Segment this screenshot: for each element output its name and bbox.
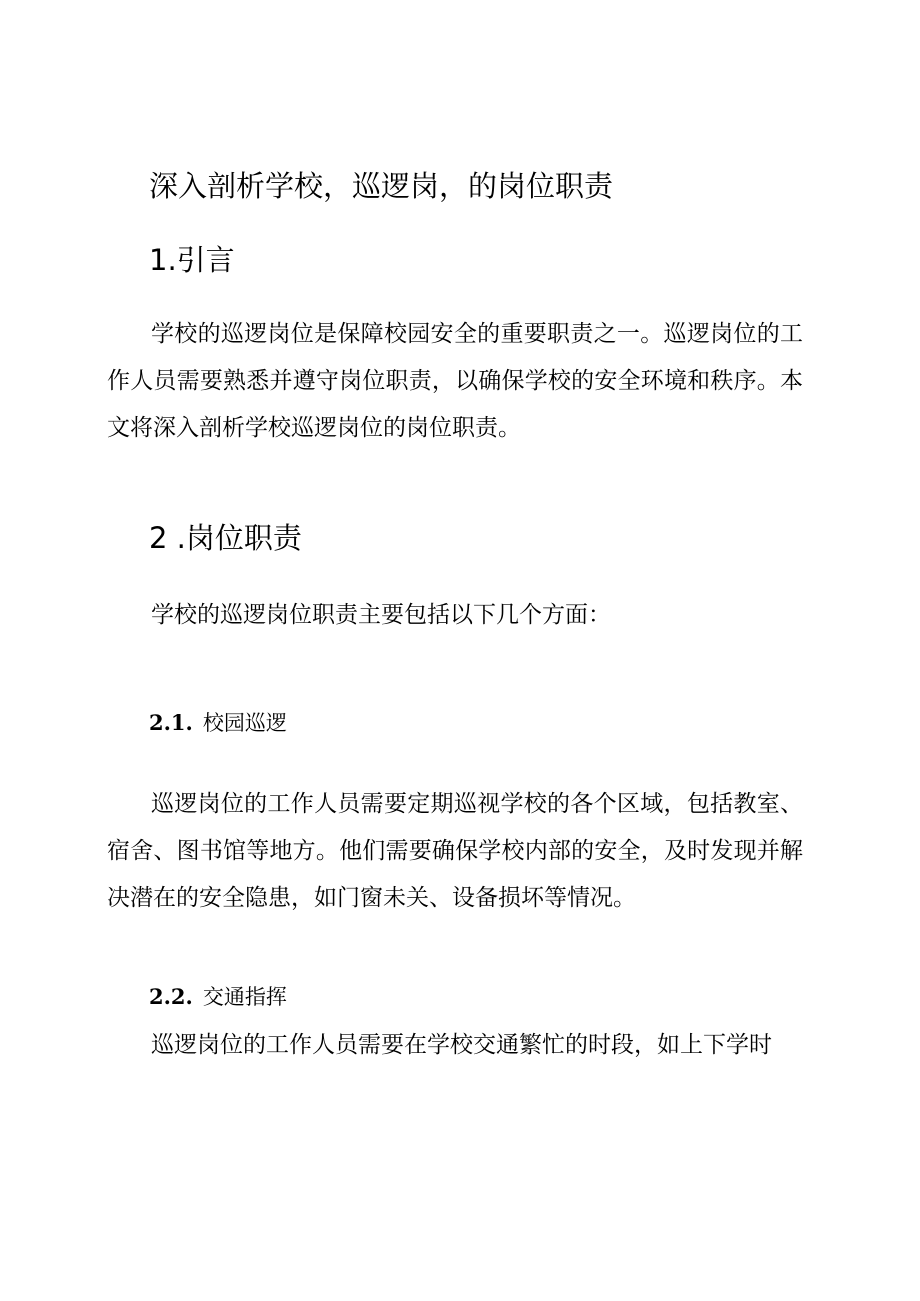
document-title: 深入剖析学校，巡逻岗，的岗位职责 [149,169,614,203]
subsection-title: 交通指挥 [202,985,287,1009]
traffic-direction-paragraph: 巡逻岗位的工作人员需要在学校交通繁忙的时段，如上下学时 [151,1032,772,1058]
subsection-heading-campus-patrol [149,708,287,738]
subsection-title: 校园巡逻 [202,711,287,735]
introduction-paragraph: 学校的巡逻岗位是保障校园安全的重要职责之一。巡逻岗位的工作人员需要熟悉并遵守岗位职责，以确保学校的安全环境和秩序。本文将深入剖析学校巡逻岗位的岗位职责。 [107,321,803,441]
responsibilities-paragraph: 学校的巡逻岗位职责主要包括以下几个方面： [151,602,611,628]
subsection-number: 2.2. [149,984,193,1009]
subsection-number: 2.1. [149,710,193,735]
subsection-heading-traffic-direction [149,982,287,1012]
campus-patrol-paragraph: 巡逻岗位的工作人员需要定期巡视学校的各个区域，包括教室、宿舍、图书馆等地方。他们需要确保学校内部的安全，及时发现并解决潜在的安全隐患，如门窗未关、设备损坏等情况。 [107,791,803,911]
section-heading-responsibilities: 2 .岗位职责 [149,521,302,555]
section-heading-introduction: 1.引言 [149,243,235,277]
